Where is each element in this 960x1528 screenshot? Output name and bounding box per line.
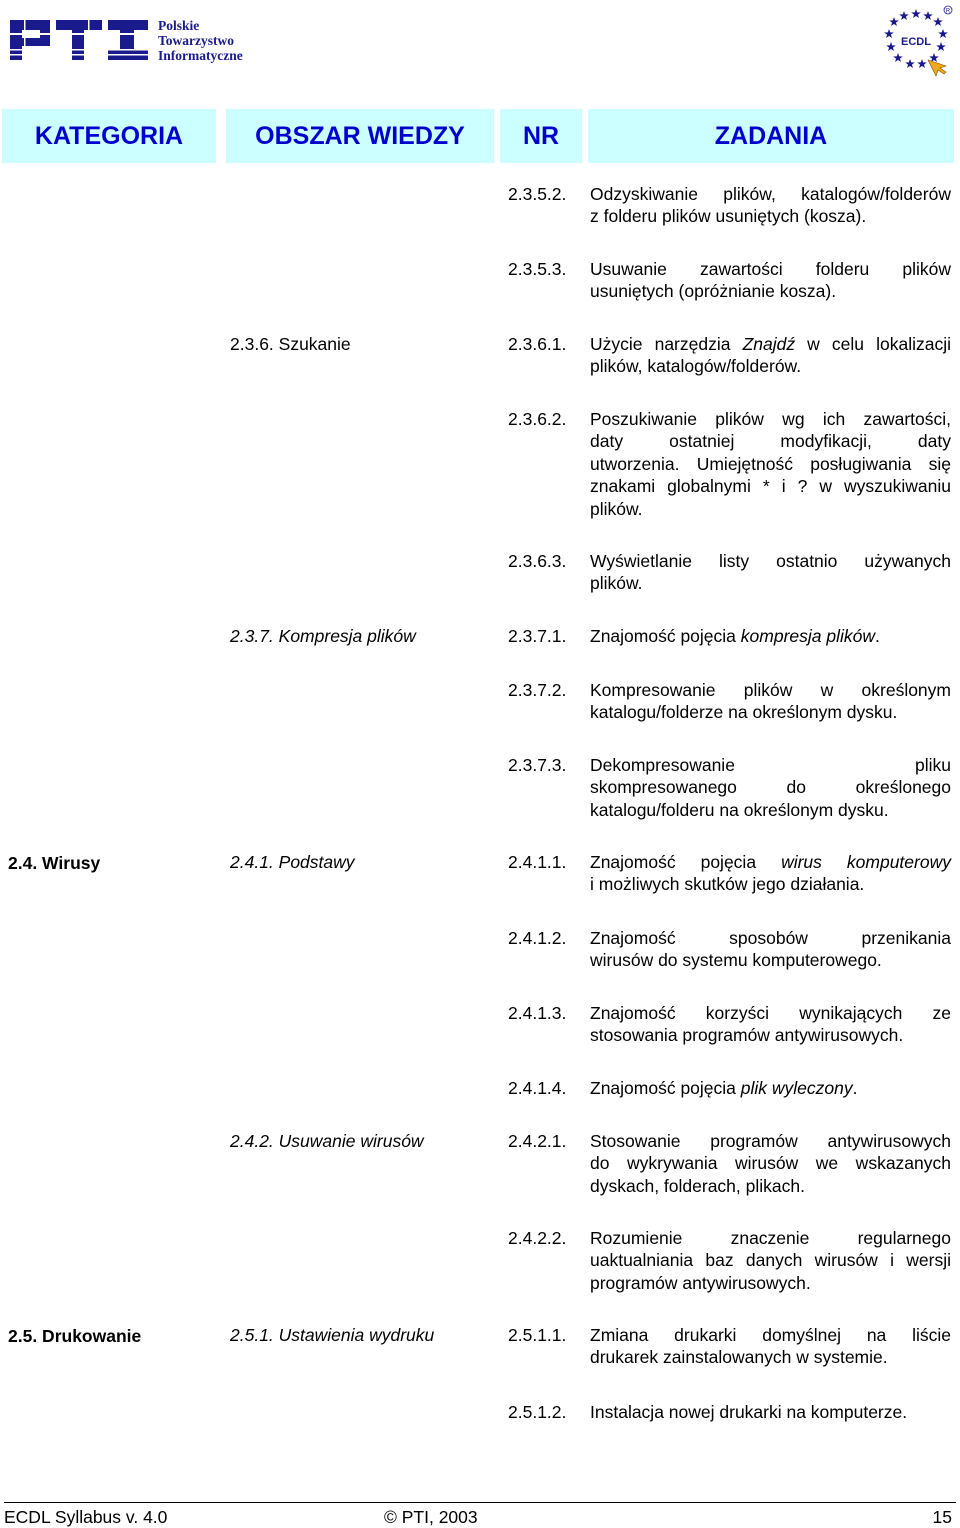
task-number: 2.5.1.1. [508, 1325, 567, 1345]
task-description [590, 625, 951, 647]
task-number: 2.3.6.2. [508, 409, 567, 429]
task-line: Usuwanie zawartości folderu plików [590, 259, 951, 279]
task-line: Instalacja nowej drukarki na komputerze. [590, 1402, 908, 1422]
task-description [590, 183, 951, 228]
task-line: znakami globalnymi * i ? w wyszukiwaniu [590, 476, 951, 497]
task-line: skompresowanego do określonego [590, 777, 951, 798]
task-number: 2.3.7.3. [508, 755, 567, 775]
task-number: 2.4.2.2. [508, 1228, 567, 1248]
svg-text:ECDL: ECDL [901, 36, 931, 48]
task-text: Znajomość pojęcia [590, 852, 782, 872]
task-line: katalogu/folderze na określonym dysku. [590, 702, 898, 723]
task-line: plików, katalogów/folderów. [590, 356, 802, 377]
task-line: z folderu plików usuniętych (kosza). [590, 206, 867, 227]
task-description [590, 851, 951, 896]
task-line: dyskach, folderach, plikach. [590, 1175, 805, 1196]
category-title: 2.4. Wirusy [8, 853, 101, 873]
task-line: Dekompresowanie pliku [590, 755, 951, 775]
task-line: i możliwych skutków jego działania. [590, 874, 865, 895]
task-line: Znajomość sposobów przenikania [590, 928, 951, 948]
task-description [590, 754, 951, 821]
task-line: stosowania programów antywirusowych. [590, 1025, 904, 1046]
task-line [590, 1077, 951, 1099]
task-line: Zmiana drukarki domyślnej na liście [590, 1325, 951, 1345]
task-description [590, 927, 951, 972]
task-line [590, 625, 951, 647]
task-number: 2.3.7.1. [508, 626, 567, 646]
task-line: wirusów do systemu komputerowego. [590, 950, 882, 971]
pti-name-line-3: Informatyczne [158, 48, 243, 63]
task-number: 2.3.6.3. [508, 551, 567, 571]
task-description [590, 1324, 951, 1369]
knowledge-area: 2.5.1. Ustawienia wydruku [230, 1325, 435, 1345]
column-header-nr: NR [500, 109, 582, 163]
task-text: Użycie narzędzia [590, 334, 743, 354]
task-term: plik wyleczony [740, 1078, 853, 1098]
task-description [590, 1130, 951, 1197]
task-line: Znajomość korzyści wynikających ze [590, 1003, 951, 1023]
task-line: uaktualniania baz danych wirusów i wersji [590, 1250, 951, 1271]
task-line: Rozumienie znaczenie regularnego [590, 1228, 951, 1248]
task-line: usuniętych (opróżnianie kosza). [590, 281, 837, 302]
task-description [590, 1002, 951, 1047]
task-number: 2.4.2.1. [508, 1131, 567, 1151]
task-number: 2.4.1.3. [508, 1003, 567, 1023]
category-title: 2.5. Drukowanie [8, 1326, 142, 1346]
task-term: Znajdź [742, 334, 796, 354]
task-line: drukarek zainstalowanych w systemie. [590, 1347, 888, 1368]
task-line: Kompresowanie plików w określonym [590, 680, 951, 700]
task-line: plików. [590, 573, 643, 594]
task-number: 2.5.1.2. [508, 1402, 567, 1422]
task-description [590, 1077, 951, 1099]
task-description [590, 258, 951, 303]
task-description [590, 1401, 951, 1423]
column-header-area: OBSZAR WIEDZY [226, 109, 494, 163]
task-text: w celu lokalizacji [795, 334, 951, 354]
task-number: 2.3.7.2. [508, 680, 567, 700]
task-term: wirus komputerowy [781, 852, 951, 872]
task-description [590, 333, 951, 378]
task-description [590, 408, 951, 520]
task-line: Wyświetlanie listy ostatnio używanych [590, 551, 951, 571]
knowledge-area: 2.3.6. Szukanie [230, 334, 351, 354]
task-number: 2.4.1.1. [508, 852, 567, 872]
task-line: plików. [590, 498, 643, 519]
task-number: 2.3.6.1. [508, 334, 567, 354]
task-description [590, 550, 951, 595]
task-description [590, 679, 951, 724]
task-line: daty ostatniej modyfikacji, daty [590, 431, 951, 452]
task-number: 2.3.5.3. [508, 259, 567, 279]
task-text: . [852, 1078, 858, 1098]
task-line: Poszukiwanie plików wg ich zawartości, [590, 409, 951, 429]
task-line: Stosowanie programów antywirusowych [590, 1131, 951, 1151]
knowledge-area: 2.3.7. Kompresja plików [230, 626, 416, 646]
page-number: 15 [932, 1507, 952, 1527]
task-line: do wykrywania wirusów we wskazanych [590, 1153, 951, 1174]
task-number: 2.3.5.2. [508, 184, 567, 204]
footer-divider [4, 1502, 956, 1503]
task-text: Znajomość pojęcia [590, 626, 741, 646]
task-text: Znajomość pojęcia [590, 1078, 741, 1098]
task-line [590, 333, 951, 355]
pti-logo [8, 18, 150, 62]
pti-name-line-2: Towarzystwo [158, 33, 234, 48]
footer-syllabus-version: ECDL Syllabus v. 4.0 [4, 1507, 168, 1527]
task-text: . [875, 626, 880, 646]
knowledge-area: 2.4.1. Podstawy [230, 852, 355, 872]
column-header-tasks: ZADANIA [588, 109, 954, 163]
task-line: Odzyskiwanie plików, katalogów/folderów [590, 184, 951, 204]
svg-text:R: R [945, 8, 951, 15]
pti-organization-name [158, 18, 243, 63]
footer-copyright: © PTI, 2003 [384, 1507, 478, 1527]
task-description [590, 1227, 951, 1294]
task-line: programów antywirusowych. [590, 1272, 811, 1293]
task-number: 2.4.1.2. [508, 928, 567, 948]
task-line: katalogu/folderu na określonym dysku. [590, 799, 889, 820]
task-line: utworzenia. Umiejętność posługiwania się [590, 453, 951, 474]
column-header-category: KATEGORIA [2, 109, 216, 163]
knowledge-area: 2.4.2. Usuwanie wirusów [230, 1131, 424, 1151]
ecdl-logo [876, 4, 956, 80]
pti-name-line-1: Polskie [158, 18, 200, 33]
task-term: kompresja plików [740, 626, 875, 646]
task-line [590, 851, 951, 873]
task-number: 2.4.1.4. [508, 1078, 567, 1098]
